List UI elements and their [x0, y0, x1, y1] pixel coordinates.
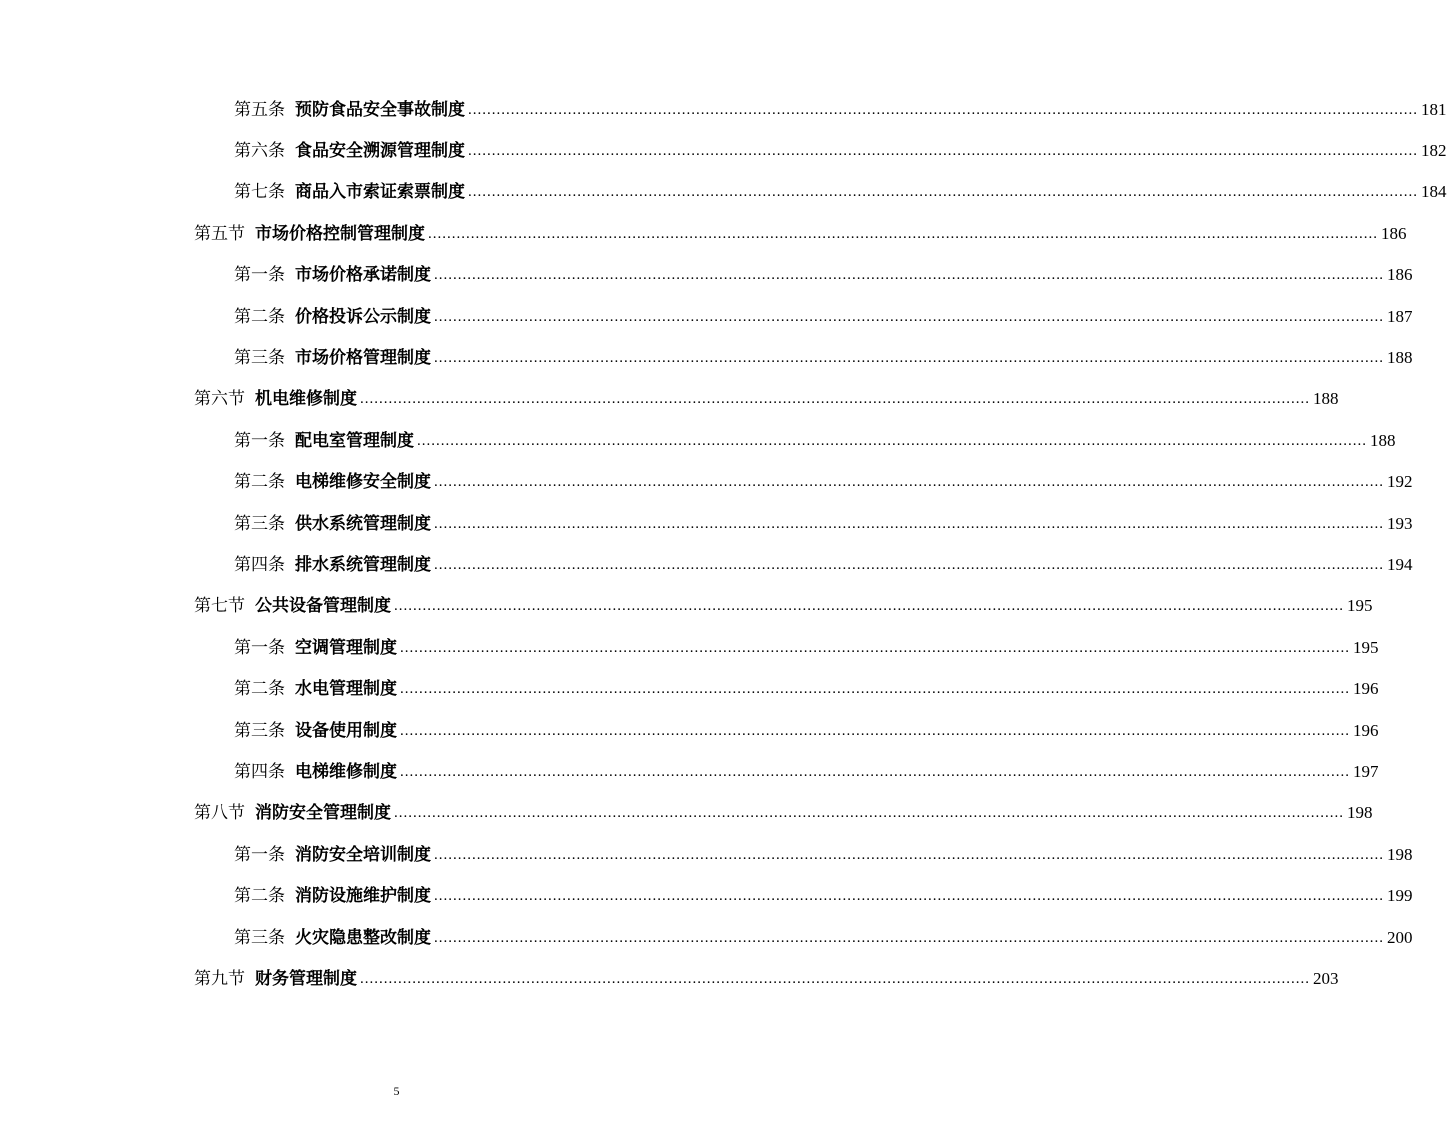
toc-dot-leader: ........................................................................................................................................................................................................	[360, 970, 1310, 987]
toc-entry-page: 188	[1313, 389, 1339, 409]
toc-dot-leader: ........................................................................................................................................................................................................	[428, 225, 1378, 242]
toc-article-entry[interactable]	[0, 503, 1413, 544]
toc-section-entry[interactable]	[0, 213, 1407, 254]
toc-dot-leader: ........................................................................................................................................................................................................	[417, 432, 1367, 449]
toc-article-entry[interactable]	[0, 710, 1379, 751]
toc-dot-leader: ........................................................................................................................................................................................................	[394, 805, 1344, 822]
toc-entry-title: 食品安全溯源管理制度	[295, 141, 465, 162]
toc-dot-leader: ........................................................................................................................................................................................................	[434, 308, 1384, 325]
toc-entry-number: 第六条	[234, 141, 285, 162]
toc-entry-title: 市场价格承诺制度	[295, 265, 431, 286]
page-number: 5	[393, 1084, 400, 1098]
toc-entry-title: 排水系统管理制度	[295, 554, 431, 575]
toc-entry-title: 供水系统管理制度	[295, 513, 431, 534]
toc-entry-number: 第三条	[234, 513, 285, 534]
toc-section-entry[interactable]	[0, 958, 1339, 999]
toc-entry-title: 电梯维修安全制度	[295, 472, 431, 493]
toc-article-entry[interactable]	[0, 875, 1413, 916]
toc-section-entry[interactable]	[0, 586, 1373, 627]
toc-entry-number: 第六节	[194, 389, 245, 410]
toc-entry-title: 市场价格管理制度	[295, 348, 431, 369]
toc-entry-title: 消防设施维护制度	[295, 886, 431, 907]
toc-entry-title: 电梯维修制度	[295, 761, 397, 782]
toc-dot-leader: ........................................................................................................................................................................................................	[434, 474, 1384, 491]
toc-entry-title: 公共设备管理制度	[255, 596, 391, 617]
toc-entry-number: 第四条	[234, 554, 285, 575]
toc-entry-number: 第二条	[234, 679, 285, 700]
toc-entry-title: 设备使用制度	[295, 720, 397, 741]
toc-entry-number: 第一条	[234, 265, 285, 286]
toc-article-entry[interactable]	[0, 462, 1413, 503]
toc-dot-leader: ........................................................................................................................................................................................................	[468, 143, 1418, 160]
toc-entry-number: 第二条	[234, 472, 285, 493]
toc-article-entry[interactable]	[0, 130, 1447, 171]
toc-dot-leader: ........................................................................................................................................................................................................	[434, 888, 1384, 905]
toc-entry-number: 第四条	[234, 761, 285, 782]
toc-entry-number: 第一条	[234, 430, 285, 451]
toc-entry-number: 第七条	[234, 182, 285, 203]
toc-entry-page: 188	[1387, 348, 1413, 368]
toc-entry-page: 195	[1347, 596, 1373, 616]
toc-entry-number: 第一条	[234, 844, 285, 865]
toc-entry-title: 机电维修制度	[255, 389, 357, 410]
toc-entry-title: 配电室管理制度	[295, 430, 414, 451]
toc-entry-number: 第二条	[234, 306, 285, 327]
toc-entry-page: 194	[1387, 554, 1413, 574]
toc-entry-title: 消防安全管理制度	[255, 803, 391, 824]
table-of-contents	[0, 89, 1447, 1000]
toc-entry-title: 水电管理制度	[295, 679, 397, 700]
toc-entry-number: 第五条	[234, 99, 285, 120]
toc-section-entry[interactable]	[0, 379, 1339, 420]
toc-entry-number: 第三条	[234, 348, 285, 369]
toc-entry-number: 第五节	[194, 223, 245, 244]
toc-entry-page: 184	[1421, 182, 1447, 202]
toc-dot-leader: ........................................................................................................................................................................................................	[394, 598, 1344, 615]
toc-entry-number: 第三条	[234, 720, 285, 741]
toc-entry-title: 市场价格控制管理制度	[255, 223, 425, 244]
toc-article-entry[interactable]	[0, 337, 1413, 378]
toc-entry-page: 187	[1387, 306, 1413, 326]
toc-entry-title: 消防安全培训制度	[295, 844, 431, 865]
toc-dot-leader: ........................................................................................................................................................................................................	[434, 267, 1384, 284]
toc-dot-leader: ........................................................................................................................................................................................................	[434, 929, 1384, 946]
toc-entry-page: 203	[1313, 968, 1339, 988]
toc-entry-page: 186	[1381, 223, 1407, 243]
toc-dot-leader: ........................................................................................................................................................................................................	[468, 184, 1418, 201]
toc-entry-page: 198	[1387, 844, 1413, 864]
toc-entry-number: 第三条	[234, 927, 285, 948]
toc-article-entry[interactable]	[0, 420, 1396, 461]
toc-article-entry[interactable]	[0, 668, 1379, 709]
toc-entry-page: 198	[1347, 803, 1373, 823]
toc-entry-page: 193	[1387, 513, 1413, 533]
toc-article-entry[interactable]	[0, 255, 1413, 296]
toc-entry-number: 第七节	[194, 596, 245, 617]
toc-entry-title: 商品入市索证索票制度	[295, 182, 465, 203]
toc-entry-page: 182	[1421, 141, 1447, 161]
toc-dot-leader: ........................................................................................................................................................................................................	[468, 101, 1418, 118]
toc-dot-leader: ........................................................................................................................................................................................................	[434, 846, 1384, 863]
toc-dot-leader: ........................................................................................................................................................................................................	[400, 763, 1350, 780]
toc-entry-title: 预防食品安全事故制度	[295, 99, 465, 120]
toc-entry-page: 188	[1370, 430, 1396, 450]
toc-dot-leader: ........................................................................................................................................................................................................	[400, 681, 1350, 698]
toc-entry-page: 199	[1387, 886, 1413, 906]
toc-entry-title: 价格投诉公示制度	[295, 306, 431, 327]
toc-article-entry[interactable]	[0, 627, 1379, 668]
toc-article-entry[interactable]	[0, 834, 1413, 875]
toc-article-entry[interactable]	[0, 172, 1447, 213]
toc-entry-page: 197	[1353, 761, 1379, 781]
toc-entry-page: 200	[1387, 927, 1413, 947]
toc-entry-number: 第二条	[234, 886, 285, 907]
toc-article-entry[interactable]	[0, 917, 1413, 958]
toc-article-entry[interactable]	[0, 89, 1447, 130]
toc-entry-number: 第九节	[194, 968, 245, 989]
toc-entry-page: 181	[1421, 99, 1447, 119]
toc-entry-title: 空调管理制度	[295, 637, 397, 658]
toc-entry-page: 186	[1387, 265, 1413, 285]
toc-dot-leader: ........................................................................................................................................................................................................	[434, 350, 1384, 367]
toc-entry-page: 195	[1353, 637, 1379, 657]
toc-dot-leader: ........................................................................................................................................................................................................	[400, 639, 1350, 656]
toc-entry-page: 196	[1353, 720, 1379, 740]
toc-dot-leader: ........................................................................................................................................................................................................	[400, 722, 1350, 739]
toc-entry-title: 火灾隐患整改制度	[295, 927, 431, 948]
toc-entry-title: 财务管理制度	[255, 968, 357, 989]
toc-dot-leader: ........................................................................................................................................................................................................	[360, 391, 1310, 408]
toc-article-entry[interactable]	[0, 751, 1379, 792]
toc-section-entry[interactable]	[0, 793, 1373, 834]
toc-entry-number: 第一条	[234, 637, 285, 658]
toc-dot-leader: ........................................................................................................................................................................................................	[434, 556, 1384, 573]
toc-article-entry[interactable]	[0, 296, 1413, 337]
toc-entry-page: 196	[1353, 679, 1379, 699]
toc-article-entry[interactable]	[0, 544, 1413, 585]
toc-dot-leader: ........................................................................................................................................................................................................	[434, 515, 1384, 532]
toc-entry-number: 第八节	[194, 803, 245, 824]
toc-entry-page: 192	[1387, 472, 1413, 492]
